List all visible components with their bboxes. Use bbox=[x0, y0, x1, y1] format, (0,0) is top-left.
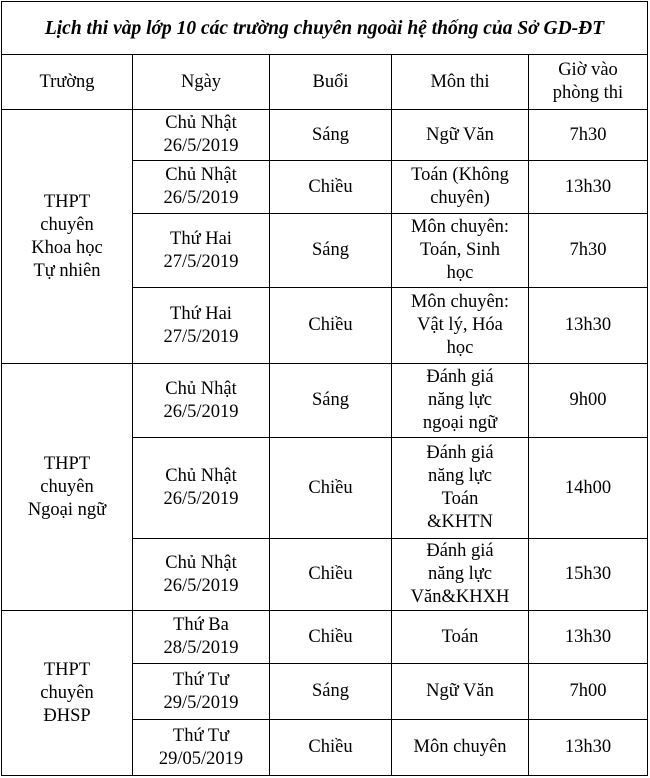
school-cell: THPT chuyên ĐHSP bbox=[2, 611, 133, 776]
subject-cell: Ngữ Văn bbox=[392, 664, 529, 720]
subject-cell: Đánh giá năng lực Toán &KHTN bbox=[392, 438, 529, 539]
time-cell: 13h30 bbox=[529, 161, 648, 214]
session-cell: Chiều bbox=[270, 161, 392, 214]
time-cell: 14h00 bbox=[529, 438, 648, 539]
date-cell: Thứ Tư 29/05/2019 bbox=[133, 720, 270, 776]
table-row bbox=[2, 364, 648, 438]
header-school: Trường bbox=[2, 55, 133, 110]
schedule-document bbox=[1, 1, 647, 775]
header-time: Giờ vào phòng thi bbox=[529, 55, 648, 110]
subject-cell: Toán bbox=[392, 611, 529, 664]
subject-cell: Toán (Không chuyên) bbox=[392, 161, 529, 214]
subject-cell: Đánh giá năng lực ngoại ngữ bbox=[392, 364, 529, 438]
school-cell: THPT chuyên Ngoại ngữ bbox=[2, 364, 133, 611]
time-cell: 7h30 bbox=[529, 214, 648, 288]
exam-schedule-table bbox=[1, 1, 648, 776]
session-cell: Sáng bbox=[270, 214, 392, 288]
subject-cell: Môn chuyên: Toán, Sinh học bbox=[392, 214, 529, 288]
date-cell: Chủ Nhật 26/5/2019 bbox=[133, 110, 270, 161]
time-cell: 13h30 bbox=[529, 720, 648, 776]
table-title: Lịch thi vàp lớp 10 các trường chuyên ngoài hệ thống của Sở GD-ĐT bbox=[2, 2, 648, 55]
session-cell: Sáng bbox=[270, 664, 392, 720]
time-cell: 9h00 bbox=[529, 364, 648, 438]
session-cell: Sáng bbox=[270, 364, 392, 438]
subject-cell: Ngữ Văn bbox=[392, 110, 529, 161]
session-cell: Chiều bbox=[270, 720, 392, 776]
date-cell: Chủ Nhật 26/5/2019 bbox=[133, 161, 270, 214]
session-cell: Chiều bbox=[270, 611, 392, 664]
date-cell: Chủ Nhật 26/5/2019 bbox=[133, 539, 270, 611]
table-row bbox=[2, 110, 648, 161]
subject-cell: Môn chuyên bbox=[392, 720, 529, 776]
time-cell: 7h00 bbox=[529, 664, 648, 720]
time-cell: 7h30 bbox=[529, 110, 648, 161]
header-date: Ngày bbox=[133, 55, 270, 110]
header-subject: Môn thi bbox=[392, 55, 529, 110]
subject-cell: Môn chuyên: Vật lý, Hóa học bbox=[392, 288, 529, 364]
date-cell: Thứ Tư 29/5/2019 bbox=[133, 664, 270, 720]
date-cell: Thứ Hai 27/5/2019 bbox=[133, 288, 270, 364]
header-row bbox=[2, 55, 648, 110]
date-cell: Chủ Nhật 26/5/2019 bbox=[133, 438, 270, 539]
subject-cell: Đánh giá năng lực Văn&KHXH bbox=[392, 539, 529, 611]
time-cell: 15h30 bbox=[529, 539, 648, 611]
date-cell: Thứ Hai 27/5/2019 bbox=[133, 214, 270, 288]
time-cell: 13h30 bbox=[529, 611, 648, 664]
date-cell: Chủ Nhật 26/5/2019 bbox=[133, 364, 270, 438]
table-row bbox=[2, 611, 648, 664]
session-cell: Sáng bbox=[270, 110, 392, 161]
session-cell: Chiều bbox=[270, 438, 392, 539]
session-cell: Chiều bbox=[270, 539, 392, 611]
school-cell: THPT chuyên Khoa học Tự nhiên bbox=[2, 110, 133, 364]
header-session: Buổi bbox=[270, 55, 392, 110]
session-cell: Chiều bbox=[270, 288, 392, 364]
time-cell: 13h30 bbox=[529, 288, 648, 364]
date-cell: Thứ Ba 28/5/2019 bbox=[133, 611, 270, 664]
